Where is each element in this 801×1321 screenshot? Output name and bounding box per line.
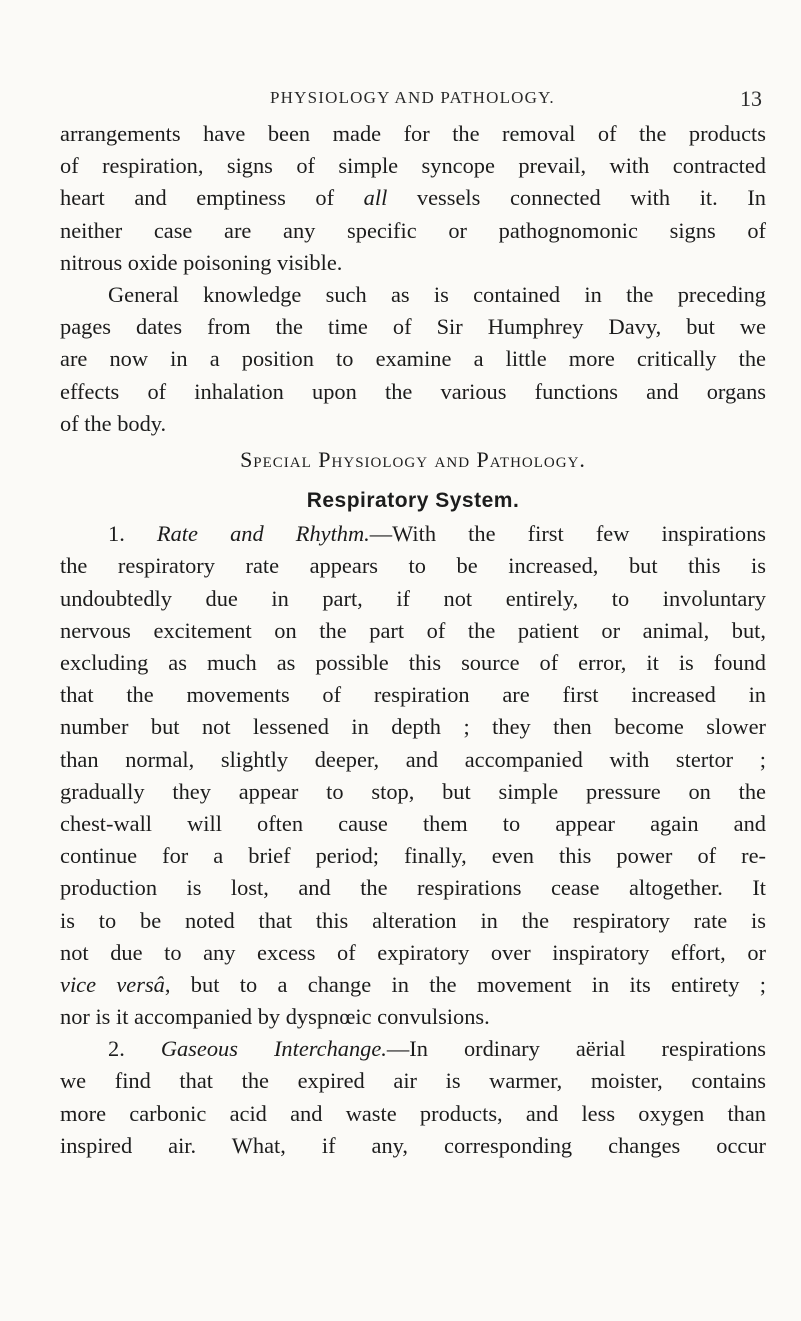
emphasis: vice versâ — [60, 971, 165, 997]
text-line: than normal, slightly deeper, and accompanied with stertor ; — [60, 746, 766, 772]
running-head — [0, 88, 801, 114]
text-line: that the movements of respiration are first increased in — [60, 682, 766, 708]
text-line: is to be noted that this alteration in the respiratory rate is — [60, 907, 766, 933]
subsection-title: Respiratory System. — [306, 489, 520, 513]
text-line: nervous excitement on the part of the patient or animal, but, — [60, 617, 766, 643]
text-line: production is lost, and the respirations cease altogether. It — [60, 875, 766, 901]
text-line: the respiratory rate appears to be increased, but this is — [60, 553, 766, 579]
text-line: excluding as much as possible this source of error, it is found — [60, 650, 766, 675]
text-line: nor is it accompanied by dyspnœic convulsions. — [60, 1004, 490, 1030]
text-line: continue for a brief period; finally, even this power of re- — [60, 843, 766, 869]
page-number: 13 — [740, 86, 762, 111]
body-text — [60, 118, 766, 1162]
text-line: vice versâ, but to a change in the movement in its entirety ; — [60, 971, 766, 997]
text-line: chest-wall will often cause them to appear again and — [60, 810, 766, 836]
text-line: nitrous oxide poisoning visible. — [60, 249, 343, 275]
text-line: effects of inhalation upon the various functions and organs — [60, 378, 766, 404]
text-line: are now in a position to examine a little more critically the — [60, 346, 766, 372]
text-line: General knowledge such as is contained in the preceding — [108, 281, 766, 307]
text-line: neither case are any specific or pathognomonic signs of — [60, 217, 766, 243]
text-line: arrangements have been made for the removal of the products — [60, 121, 766, 146]
text-line: inspired air. What, if any, corresponding changes occur — [60, 1132, 766, 1158]
subsection-heading — [60, 484, 766, 516]
text-line: not due to any excess of expiratory over inspiratory effort, or — [60, 939, 766, 965]
text-line: of the body. — [60, 410, 167, 436]
running-title: PHYSIOLOGY AND PATHOLOGY. — [270, 88, 555, 107]
text-line: we find that the expired air is warmer, moister, contains — [60, 1068, 766, 1094]
text-line: heart and emptiness of all vessels connected with it. In — [60, 185, 766, 211]
text-line: more carbonic acid and waste products, and less oxygen than — [60, 1100, 766, 1126]
text-line: 2. Gaseous Interchange.—In ordinary aërial respirations — [108, 1036, 767, 1062]
text-line: 1. Rate and Rhythm.—With the first few inspirations — [108, 521, 766, 547]
section-title: Special Physiology and Pathology. — [240, 446, 586, 472]
emphasis: all — [363, 185, 388, 211]
item-heading: Gaseous Interchange. — [160, 1036, 387, 1062]
item-heading: Rate and Rhythm. — [156, 521, 370, 547]
text-line: number but not lessened in depth ; they then become slower — [60, 714, 766, 740]
text-line: gradually they appear to stop, but simple pressure on the — [60, 778, 766, 804]
text-line: of respiration, signs of simple syncope prevail, with contracted — [60, 153, 766, 179]
text-line: undoubtedly due in part, if not entirely, to involuntary — [60, 585, 766, 611]
section-heading — [60, 444, 766, 476]
text-line: pages dates from the time of Sir Humphrey Davy, but we — [60, 314, 766, 340]
